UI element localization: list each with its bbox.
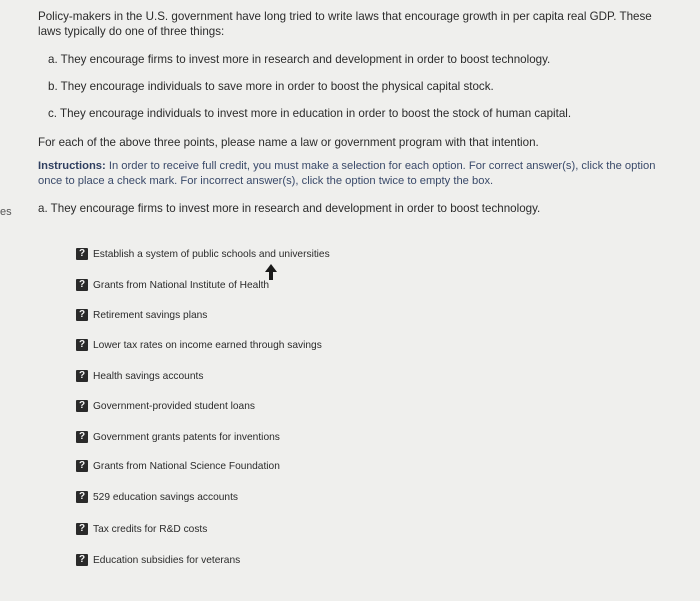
option-label: Grants from National Institute of Health [93, 279, 270, 291]
option-label: 529 education savings accounts [93, 491, 238, 503]
mouse-pointer-icon [265, 264, 277, 282]
question-mark-icon[interactable]: ? [76, 431, 88, 443]
option-label: Retirement savings plans [93, 309, 208, 321]
question-mark-icon[interactable]: ? [76, 491, 88, 503]
cropped-edge-text: es [0, 206, 12, 218]
option-lower-tax-savings[interactable] [76, 339, 322, 351]
option-label: Tax credits for R&D costs [93, 523, 208, 535]
instructions-label: Instructions: [38, 160, 106, 172]
option-label: Lower tax rates on income earned through savings [93, 339, 322, 351]
option-veteran-subsidies[interactable] [76, 554, 240, 566]
intro-text: Policy-makers in the U.S. government have long tried to write laws that encourage growth in per capita real GDP. These laws typically do one of three things: [38, 10, 652, 38]
instructions [38, 159, 668, 189]
question-mark-icon[interactable]: ? [76, 370, 88, 382]
question-mark-icon[interactable]: ? [76, 554, 88, 566]
instructions-text: In order to receive full credit, you must make a selection for each option. For correct answer(s), click the option once to place a check mark. For incorrect answer(s), click the option twice to empty the box. [38, 160, 656, 187]
question-mark-icon[interactable]: ? [76, 400, 88, 412]
point-c: c. They encourage individuals to invest more in education in order to boost the stock of human capital. [48, 107, 572, 120]
point-a: a. They encourage firms to invest more in research and development in order to boost technology. [48, 53, 551, 66]
prompt-text: For each of the above three points, please name a law or government program with that intention. [38, 136, 539, 149]
option-label: Government grants patents for inventions [93, 431, 280, 443]
option-529-savings[interactable] [76, 491, 238, 503]
option-health-savings[interactable] [76, 370, 203, 382]
question-mark-icon[interactable]: ? [76, 339, 88, 351]
question-mark-icon[interactable]: ? [76, 309, 88, 321]
question-a: a. They encourage firms to invest more in research and development in order to boost technology. [38, 202, 541, 215]
option-label: Health savings accounts [93, 370, 204, 382]
option-patents[interactable] [76, 431, 280, 443]
option-retirement-savings[interactable] [76, 309, 207, 321]
option-label: Government-provided student loans [93, 400, 255, 412]
option-label: Education subsidies for veterans [93, 554, 241, 566]
option-nih-grants[interactable] [76, 279, 269, 291]
option-public-schools[interactable] [76, 248, 330, 260]
point-b: b. They encourage individuals to save more in order to boost the physical capital stock. [48, 80, 494, 93]
question-mark-icon[interactable]: ? [76, 523, 88, 535]
option-label: Establish a system of public schools and universities [93, 248, 330, 260]
question-mark-icon[interactable]: ? [76, 460, 88, 472]
option-rd-tax-credits[interactable] [76, 523, 207, 535]
option-nsf-grants[interactable] [76, 460, 280, 472]
question-mark-icon[interactable]: ? [76, 279, 88, 291]
option-label: Grants from National Science Foundation [93, 460, 280, 472]
option-student-loans[interactable] [76, 400, 255, 412]
question-mark-icon[interactable]: ? [76, 248, 88, 260]
